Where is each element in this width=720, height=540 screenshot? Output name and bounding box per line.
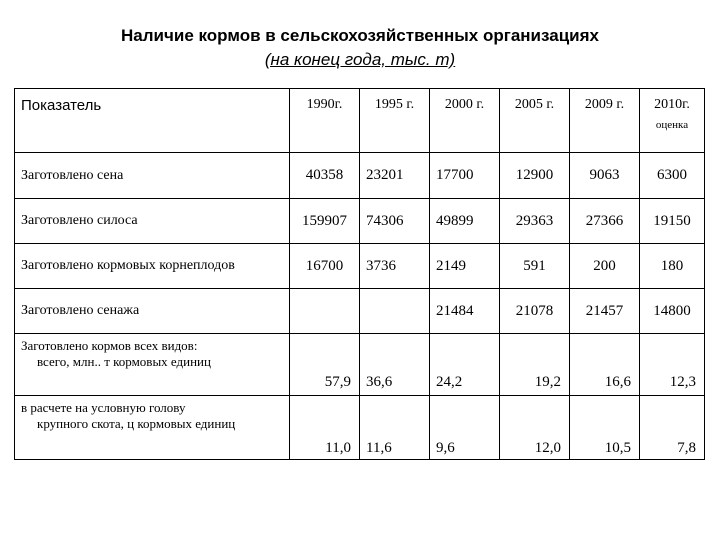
row-label: Заготовлено кормовых корнеплодов (15, 244, 290, 289)
cell: 21457 (570, 289, 640, 334)
table-header-row (15, 89, 705, 153)
row-label: в расчете на условную голову крупного скота, ц кормовых единиц (15, 396, 290, 460)
cell: 12,0 (500, 396, 570, 460)
cell: 6300 (640, 153, 705, 199)
cell: 21078 (500, 289, 570, 334)
page-title: Наличие кормов в сельскохозяйственных организациях (121, 26, 599, 45)
cell: 200 (570, 244, 640, 289)
cell: 36,6 (360, 334, 430, 396)
row-label: Заготовлено сенажа (15, 289, 290, 334)
cell: 591 (500, 244, 570, 289)
cell: 21484 (430, 289, 500, 334)
estimate-note: оценка (655, 119, 689, 131)
year-header: 2000 г. (430, 89, 500, 153)
cell: 10,5 (570, 396, 640, 460)
cell: 11,0 (290, 396, 360, 460)
cell: 17700 (430, 153, 500, 199)
cell: 16700 (290, 244, 360, 289)
cell: 14800 (640, 289, 705, 334)
cell: 29363 (500, 199, 570, 244)
cell: 3736 (360, 244, 430, 289)
table-row (15, 199, 705, 244)
cell: 23201 (360, 153, 430, 199)
cell: 12,3 (640, 334, 705, 396)
row-label: Заготовлено кормов всех видов: всего, млн.. т кормовых единиц (15, 334, 290, 396)
cell: 74306 (360, 199, 430, 244)
row-label: Заготовлено сена (15, 153, 290, 199)
cell: 11,6 (360, 396, 430, 460)
cell: 40358 (290, 153, 360, 199)
cell: 159907 (290, 199, 360, 244)
cell (290, 289, 360, 334)
cell: 180 (640, 244, 705, 289)
table-row (15, 244, 705, 289)
year-header: 2010г. оценка (640, 89, 705, 153)
cell: 19150 (640, 199, 705, 244)
cell: 7,8 (640, 396, 705, 460)
feed-table (14, 88, 705, 460)
cell: 12900 (500, 153, 570, 199)
cell (360, 289, 430, 334)
cell: 27366 (570, 199, 640, 244)
table-row (15, 153, 705, 199)
cell: 24,2 (430, 334, 500, 396)
table-row (15, 396, 705, 460)
year-header: 1990г. (290, 89, 360, 153)
table-row (15, 334, 705, 396)
cell: 2149 (430, 244, 500, 289)
page-subtitle: (на конец года, тыс. т) (264, 50, 456, 69)
row-label: Заготовлено силоса (15, 199, 290, 244)
cell: 16,6 (570, 334, 640, 396)
cell: 57,9 (290, 334, 360, 396)
cell: 9063 (570, 153, 640, 199)
year-header: 2005 г. (500, 89, 570, 153)
year-header: 1995 г. (360, 89, 430, 153)
cell: 9,6 (430, 396, 500, 460)
year-header: 2009 г. (570, 89, 640, 153)
cell: 49899 (430, 199, 500, 244)
cell: 19,2 (500, 334, 570, 396)
indicator-header: Показатель (15, 89, 290, 153)
table-row (15, 289, 705, 334)
